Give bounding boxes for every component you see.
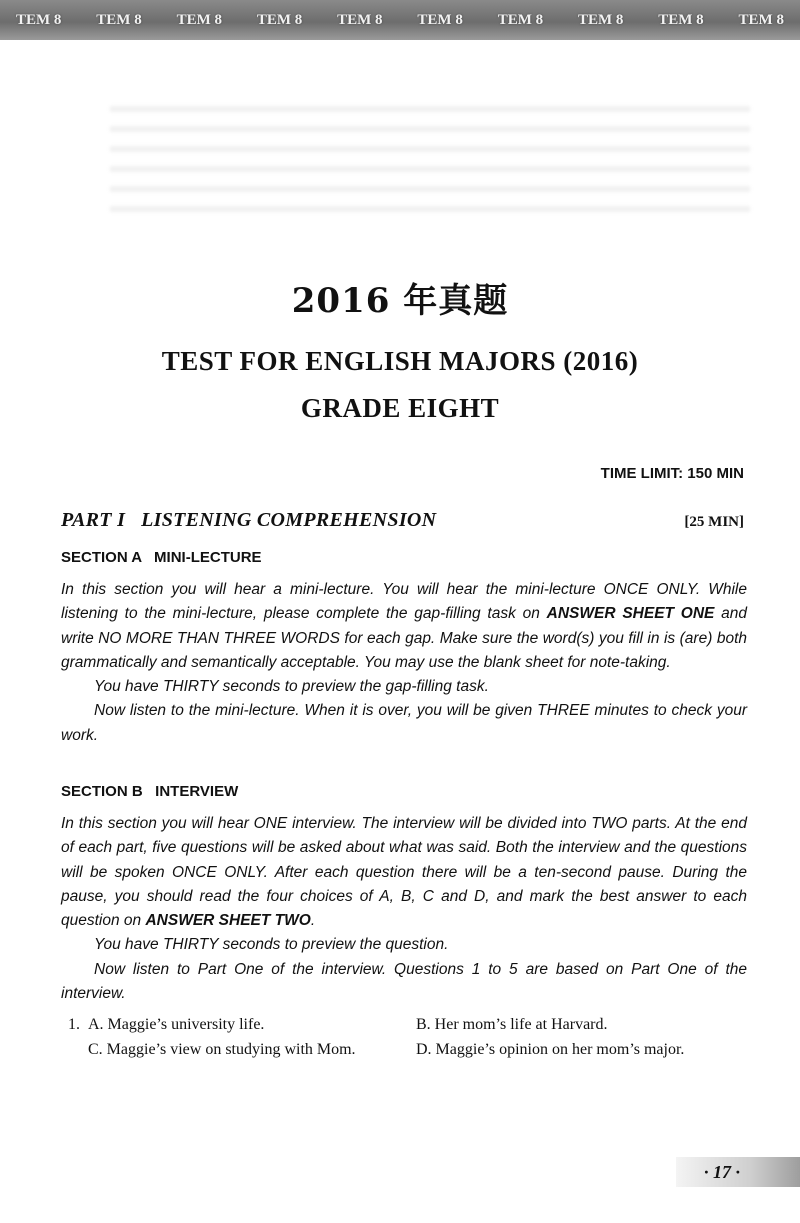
text-run: In this section you will hear ONE interview. The interview will be divided into TWO parts. At the end of each part, five questions will be asked about what was said. Both the interview and the questions will be spoken ONCE ONLY. After each question there will be a ten-second pause. During the pause, you should read the four choices of A, B, C and D, and mark the best answer to each question on — [61, 815, 747, 930]
emphasis-text: ANSWER SHEET TWO — [145, 912, 311, 930]
header-band-label: TEM 8 — [337, 11, 383, 28]
section-a-paragraph: You have THIRTY seconds to preview the gap-filling task. — [94, 678, 489, 696]
question-row — [68, 1037, 758, 1062]
choice-a: A. Maggie’s university life. — [88, 1016, 265, 1033]
grade-title: GRADE EIGHT — [300, 393, 500, 423]
section-a-paragraph — [61, 578, 747, 675]
section-b-paragraph: You have THIRTY seconds to preview the question. — [94, 936, 449, 954]
section-b-paragraph: Now listen to Part One of the interview. Questions 1 to 5 are based on Part One of the interview. — [61, 960, 747, 1003]
section-b-instructions — [61, 812, 747, 1006]
header-band-label: TEM 8 — [577, 11, 624, 28]
section-a-paragraph: Now listen to the mini-lecture. When it is over, you will be given THREE minutes to check your work. — [61, 702, 747, 744]
bleed-through-text — [110, 92, 750, 222]
section-b-paragraph — [61, 812, 747, 933]
year-title: 2016 年真题 — [291, 281, 509, 321]
choice-b: B. Her mom’s life at Harvard. — [416, 1016, 608, 1033]
header-band — [0, 0, 800, 40]
part-title: PART I LISTENING COMPREHENSION — [61, 509, 437, 531]
choice-c: C. Maggie’s view on studying with Mom. — [88, 1041, 356, 1058]
choice-d: D. Maggie’s opinion on her mom’s major. — [416, 1041, 685, 1058]
header-band-label: TEM 8 — [256, 11, 303, 28]
page-number-tab — [676, 1157, 800, 1187]
part-time: [25 MIN] — [684, 514, 744, 530]
emphasis-text: ANSWER SHEET ONE — [546, 605, 715, 623]
section-a-heading: SECTION A MINI-LECTURE — [61, 549, 262, 566]
section-b-heading: SECTION B INTERVIEW — [61, 783, 239, 800]
question-row — [68, 1012, 758, 1037]
header-band-label: TEM 8 — [497, 11, 544, 28]
header-band-label: TEM 8 — [16, 11, 62, 28]
header-band-label: TEM 8 — [738, 11, 784, 28]
test-title: TEST FOR ENGLISH MAJORS (2016) — [161, 346, 639, 376]
time-limit: TIME LIMIT: 150 MIN — [600, 465, 744, 482]
section-a-instructions — [61, 578, 747, 748]
part-heading — [61, 509, 744, 532]
header-band-label: TEM 8 — [176, 11, 222, 28]
header-band-label: TEM 8 — [96, 11, 142, 28]
header-band-label: TEM 8 — [417, 11, 463, 28]
question-number: 1. — [68, 1016, 80, 1033]
text-run: . — [310, 912, 316, 930]
question-1 — [68, 1012, 758, 1062]
page-number: · 17 · — [704, 1161, 740, 1182]
header-band-label: TEM 8 — [658, 11, 704, 28]
text-run: and write NO MORE THAN THREE WORDS for each gap. Make sure the word(s) you fill in is (are) both grammatically and semantically acceptable. You may use the blank sheet for note-taking. — [61, 605, 748, 671]
text-run: In this section you will hear a mini-lecture. You will hear the mini-lecture ONCE ONLY. While listening to the mini-lecture, please complete the gap-filling task on — [61, 581, 747, 623]
